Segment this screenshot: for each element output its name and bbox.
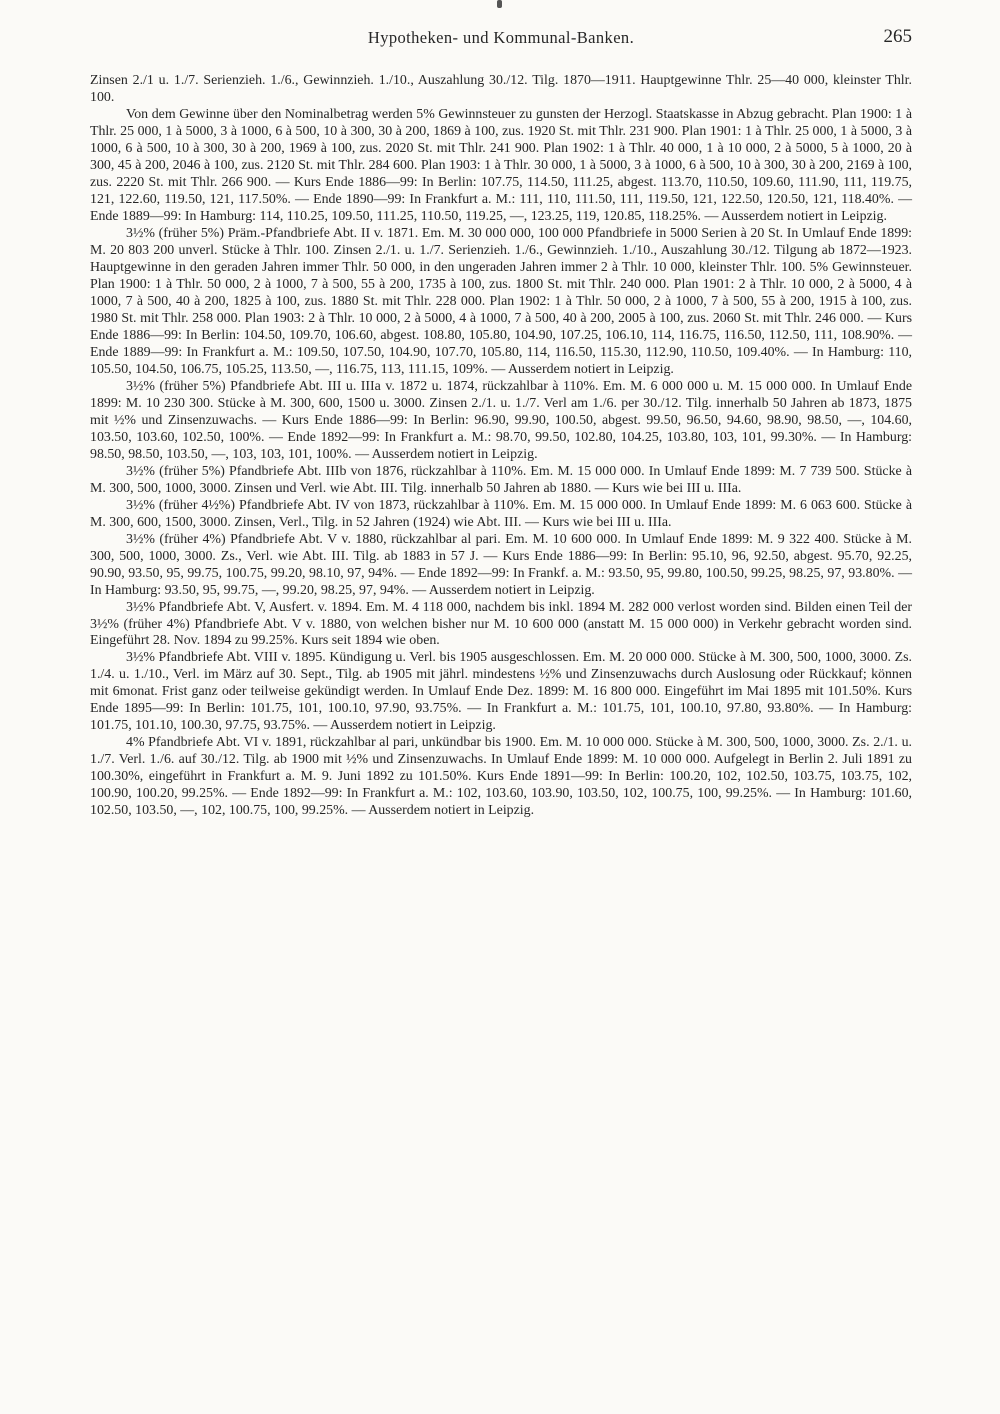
paragraph: 3½% (früher 5%) Pfandbriefe Abt. IIIb von 1876, rückzahlbar à 110%. Em. M. 15 000 000. In Umlauf Ende 1899: M. 7 739 500. Stücke à M. 300, 500, 1000, 3000. Zinsen und Verl. wie Abt. III. Tilg. innerhalb 50 Jahren ab 1880. — Kurs wie bei III u. IIIa.: [90, 463, 912, 496]
paragraph: 3½% (früher 5%) Präm.-Pfandbriefe Abt. II v. 1871. Em. M. 30 000 000, 100 000 Pfandbriefe in 5000 Serien à 20 St. In Umlauf Ende 1899: M. 20 803 200 unverl. Stücke à Thlr. 100. Zinsen 2./1. u. 1./7. Serienzieh. 1./6., Gewinnzieh. 1./10., Auszahlung 30./12. Tilgung ab 1872—1923. Hauptgewinne in den geraden Jahren immer Thlr. 50 000, in den ungeraden Jahren immer 2 à Thlr. 10 000, kleinster Thlr. 100. 5% Gewinnsteuer. Plan 1900: 1 à Thlr. 50 000, 2 à 1000, 7 à 500, 55 à 200, 1735 à 100, zus. 1800 St. mit Thlr. 240 000. Plan 1901: 2 à Thlr. 10 000, 2 à 5000, 4 à 1000, 7 à 500, 40 à 200, 1825 à 100, zus. 1880 St. mit Thlr. 228 000. Plan 1902: 1 à Thlr. 50 000, 2 à 1000, 7 à 500, 55 à 200, 1915 à 100, zus. 1980 St. mit Thlr. 258 000. Plan 1903: 2 à Thlr. 10 000, 2 à 5000, 4 à 1000, 7 à 500, 40 à 200, 2005 à 100, zus. 2060 St. mit Thlr. 246 000. — Kurs Ende 1886—99: In Berlin: 104.50, 109.70, 106.60, abgest. 108.80, 105.80, 104.90, 107.25, 106.10, 114, 116.75, 116.50, 112.50, 111, 108.90%. — Ende 1889—99: In Frankfurt a. M.: 109.50, 107.50, 104.90, 107.70, 105.80, 114, 116.50, 115.30, 112.90, 110.50, 109.40%. — In Hamburg: 110, 105.50, 104.50, 106.75, 105.25, 113.50, —, 116.75, 113, 111.15, 109%. — Ausserdem notiert in Leipzig.: [90, 225, 912, 377]
paragraph: 3½% (früher 4½%) Pfandbriefe Abt. IV von 1873, rückzahlbar à 110%. Em. M. 15 000 000. In Umlauf Ende 1899: M. 6 063 600. Stücke à M. 300, 600, 1500, 3000. Zinsen, Verl., Tilg. in 52 Jahren (1924) wie Abt. III. — Kurs wie bei III u. IIIa.: [90, 497, 912, 530]
paragraph: 3½% Pfandbriefe Abt. VIII v. 1895. Kündigung u. Verl. bis 1905 ausgeschlossen. Em. M. 20 000 000. Stücke à M. 300, 500, 1000, 3000. Zs. 1./4. u. 1./10., Verl. im März auf 30. Sept., Tilg. ab 1905 mit jährl. mindestens ½% und Zinsenzuwachs durch Auslosung oder Rückkauf; können mit 6monat. Frist ganz oder teilweise gekündigt werden. In Umlauf Ende Dez. 1899: M. 16 800 000. Eingeführt im Mai 1895 mit 101.50%. Kurs Ende 1895—99: In Berlin: 101.75, 101, 100.10, 97.90, 93.75%. — In Frankfurt a. M.: 101.75, 101, 100.10, 97.80, 93.80%. — In Hamburg: 101.75, 101.10, 100.30, 97.75, 93.75%. — Ausserdem notiert in Leipzig.: [90, 650, 912, 734]
paragraph: 3½% Pfandbriefe Abt. V, Ausfert. v. 1894. Em. M. 4 118 000, nachdem bis inkl. 1894 M. 282 000 verlost worden sind. Bilden einen Teil der 3½% (früher 4%) Pfandbriefe Abt. V v. 1880, von welchen bisher nur M. 10 600 000 (anstatt M. 15 000 000) in Verkehr gebracht worden sind. Eingeführt 28. Nov. 1894 zu 99.25%. Kurs seit 1894 wie oben.: [90, 599, 912, 649]
page-body: [90, 73, 912, 820]
paragraph: 3½% (früher 4%) Pfandbriefe Abt. V v. 1880, rückzahlbar al pari. Em. M. 10 600 000. In Umlauf Ende 1899: M. 9 322 400. Stücke à M. 300, 500, 1000, 3000. Zs., Verl. wie Abt. III. Tilg. ab 1883 in 57 J. — Kurs Ende 1886—99: In Berlin: 95.10, 96, 92.50, abgest. 95.70, 92.25, 90.90, 93.50, 95, 99.75, 100.75, 99.20, 98.10, 97, 94%. — Ende 1892—99: In Frankf. a. M.: 93.50, 95, 99.80, 100.50, 99.25, 98.25, 97, 93.80%. — In Hamburg: 93.50, 95, 99.75, —, 99.20, 98.25, 97, 94%. — Ausserdem notiert in Leipzig.: [90, 531, 912, 598]
running-title: Hypotheken- und Kommunal-Banken.: [367, 28, 635, 47]
paragraph: Zinsen 2./1 u. 1./7. Serienzieh. 1./6., Gewinnzieh. 1./10., Auszahlung 30./12. Tilg. 1870—1911. Hauptgewinne Thlr. 25—40 000, kleinster Thlr. 100.: [90, 73, 912, 105]
page-header: [90, 28, 912, 54]
paragraph: 3½% (früher 5%) Pfandbriefe Abt. III u. IIIa v. 1872 u. 1874, rückzahlbar à 110%. Em. M. 6 000 000 u. M. 15 000 000. In Umlauf Ende 1899: M. 10 230 300. Stücke à M. 300, 600, 1500 u. 3000. Zinsen 2./1. u. 1./7. Verl am 1./6. per 30./12. Tilg. innerhalb 50 Jahren ab 1873, 1875 mit ½% und Zinsenzuwachs. — Kurs Ende 1886—99: In Berlin: 96.90, 99.90, 100.50, abgest. 99.50, 96.50, 94.60, 98.90, 98.50, —, 104.60, 103.50, 103.60, 102.50, 100%. — Ende 1892—99: In Frankfurt a. M.: 98.70, 99.50, 102.80, 104.25, 103.80, 103, 101, 99.30%. — In Hamburg: 98.50, 98.50, 103.50, —, 103, 103, 101, 100%. — Ausserdem notiert in Leipzig.: [90, 378, 912, 462]
page-number: 265: [883, 26, 912, 47]
paragraph: 4% Pfandbriefe Abt. VI v. 1891, rückzahlbar al pari, unkündbar bis 1900. Em. M. 10 000 000. Stücke à M. 300, 500, 1000, 3000. Zs. 2./1. u. 1./7. Verl. 1./6. auf 30./12. Tilg. ab 1900 mit ½% und Zinsenzuwachs. In Umlauf Ende 1899: M. 10 000 000. Aufgelegt in Berlin 2. Juli 1891 zu 100.30%, eingeführt in Frankfurt a. M. 9. Juni 1892 zu 101.50%. Kurs Ende 1891—99: In Berlin: 100.20, 102, 102.50, 103.75, 103.75, 102, 100.90, 100.20, 99.25%. — Ende 1892—99: In Frankfurt a. M.: 102, 103.60, 103.90, 103.50, 102, 100.75, 100, 99.25%. — In Hamburg: 101.60, 102.50, 103.50, —, 102, 100.75, 100, 99.25%. — Ausserdem notiert in Leipzig.: [90, 735, 912, 819]
paragraph: Von dem Gewinne über den Nominalbetrag werden 5% Gewinnsteuer zu gunsten der Herzogl. Staatskasse in Abzug gebracht. Plan 1900: 1 à Thlr. 25 000, 1 à 5000, 3 à 1000, 6 à 500, 10 à 300, 30 à 200, 1869 à 100, zus. 1920 St. mit Thlr. 231 900. Plan 1901: 1 à Thlr. 25 000, 1 à 5000, 3 à 1000, 6 à 500, 10 à 300, 30 à 200, 1969 à 100, zus. 2020 St. mit Thlr. 241 900. Plan 1902: 1 à Thlr. 40 000, 1 à 10 000, 2 à 5000, 5 à 1000, 20 à 300, 45 à 200, 2046 à 100, zus. 2120 St. mit Thlr. 284 600. Plan 1903: 1 à Thlr. 30 000, 1 à 5000, 3 à 1000, 6 à 500, 10 à 300, 30 à 200, 2169 à 100, zus. 2220 St. mit Thlr. 266 900. — Kurs Ende 1886—99: In Berlin: 107.75, 114.50, 111.25, abgest. 113.70, 110.50, 109.60, 111.90, 111, 119.75, 121, 122.60, 119.50, 121, 117.50%. — Ende 1890—99: In Frankfurt a. M.: 111, 110, 111.50, 111, 119.50, 121, 122.50, 120.50, 121, 118.40%. — Ende 1889—99: In Hamburg: 114, 110.25, 109.50, 111.25, 110.50, 119.25, —, 123.25, 119, 120.85, 118.25%. — Ausserdem notiert in Leipzig.: [90, 106, 912, 224]
ink-blot: [497, 0, 502, 8]
